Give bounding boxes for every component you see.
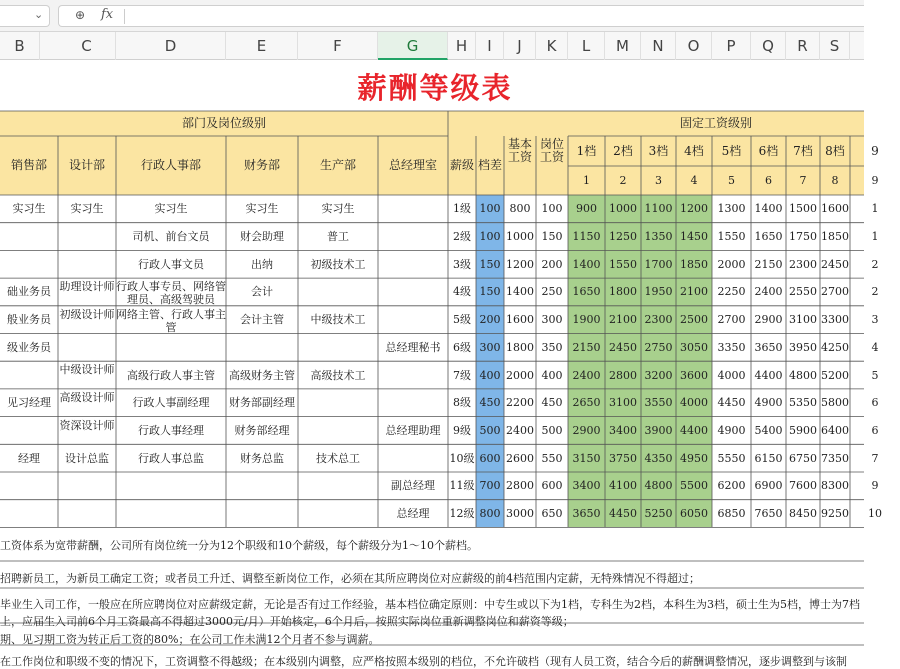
base-pay-cell: 2800 [506,479,534,493]
admin-cell: 高级行政人事主管 [127,368,215,382]
note-line: 上，应届生入司前6个月工资最高不得超过3000元/月）开始核定，6个月后，按照实际岗位重新调整岗位和薪资等级； [0,615,574,628]
band-value: 1850 [821,230,849,244]
sales-cell: 实习生 [12,202,46,216]
column-header-M[interactable]: M [605,32,641,60]
band-value: 3650 [754,340,783,354]
band-value: 5 [871,368,879,382]
finance-cell: 财务部经理 [234,423,290,437]
band-value: 10 [868,507,882,521]
finance-cell [226,472,298,500]
band-value: 1850 [680,257,708,271]
band-value: 6850 [717,507,746,521]
band-value: 3550 [644,396,673,410]
note-line: 毕业生入司工作，一般应在所应聘岗位对应薪级定薪，无论是否有过工作经验，基本档位确定原则：中专生或以下为1档，专科生为2档，本科生为3档，硕士生为5档，博士为7档 [0,598,860,611]
band-value: 2700 [821,285,849,299]
band-value: 2150 [572,340,601,354]
finance-cell: 财务总监 [240,451,284,465]
grade-header: 薪级 [449,158,474,172]
column-header-K[interactable]: K [536,32,568,60]
band-value: 3400 [609,423,637,437]
band-value: 6200 [717,479,746,493]
band-value: 8300 [821,479,849,493]
column-header-P[interactable]: P [712,32,751,60]
band-value: 4900 [754,396,783,410]
admin-cell: 网络主管、行政人事主管 [116,307,226,334]
band-value: 6050 [680,507,708,521]
band-value: 7350 [821,451,849,465]
grade-cell: 1级 [453,202,471,216]
production-cell [298,389,378,417]
column-header-S[interactable]: S [820,32,850,60]
band-value: 2900 [572,423,601,437]
band-value: 3750 [609,451,637,465]
column-header-O[interactable]: O [676,32,712,60]
base-pay-cell: 1200 [506,257,534,271]
band-value: 9 [871,479,879,493]
grade-cell: 11级 [449,479,475,493]
grade-cell: 9级 [453,423,471,437]
band-value: 1 [871,230,879,244]
post-pay-cell: 400 [541,368,563,382]
band-value: 3350 [717,340,746,354]
band-number: 2 [619,174,627,187]
design-cell [58,334,116,362]
band-value: 1150 [572,230,601,244]
band-number: 1 [583,174,590,187]
band-value: 2150 [754,257,783,271]
production-cell: 中级技术工 [310,313,366,327]
note-line: 期、见习期工资为转正后工资的80%；在公司工作未满12个月者不参与调薪。 [0,633,380,646]
band-value: 1250 [609,230,637,244]
band-number: 9 [871,174,879,187]
diff-cell: 600 [479,451,501,465]
band-value: 6 [871,423,879,437]
production-cell: 初级技术工 [310,257,366,271]
band-header: 3档 [648,143,669,158]
sales-cell [0,250,58,278]
production-cell [298,334,378,362]
band-value: 8450 [789,507,817,521]
note-line: 招聘新员工，为新员工确定工资；或者员工升迁、调整至新岗位工作，必须在其所应聘岗位对应薪级的前4档范围内定薪，无特殊情况不得超过； [0,572,700,585]
finance-cell: 财务部副经理 [229,396,295,410]
column-header-L[interactable]: L [568,32,605,60]
base-pay-cell: 1400 [506,285,534,299]
design-cell: 初级设计师 [59,307,115,321]
band-value: 4400 [680,423,708,437]
band-value: 4350 [644,451,673,465]
band-value: 1400 [754,202,783,216]
column-header-R[interactable]: R [786,32,820,60]
band-value: 2 [871,257,879,271]
admin-cell: 行政人事总监 [138,451,204,465]
grade-cell: 10级 [449,451,475,465]
base-pay-header: 基本工资 [507,137,532,164]
column-header-I[interactable]: I [476,32,504,60]
design-cell [58,500,116,528]
band-value: 4 [871,340,879,354]
sales-cell [0,417,58,445]
gm-office-cell [378,223,448,251]
gm-office-cell [378,250,448,278]
post-pay-cell: 200 [541,257,563,271]
finance-cell [226,334,298,362]
band-value: 1000 [609,202,637,216]
gm-office-cell: 总经理秘书 [385,340,441,354]
dept-header: 总经理室 [388,158,437,172]
finance-cell: 会计主管 [240,313,284,327]
base-pay-cell: 2200 [506,396,534,410]
diff-cell: 400 [479,368,501,382]
band-value: 1900 [572,313,601,327]
production-cell: 高级技术工 [310,368,366,382]
grade-cell: 5级 [453,313,471,327]
diff-cell: 150 [479,257,501,271]
band-value: 1550 [609,257,637,271]
finance-cell: 财会助理 [240,230,284,244]
sales-cell: 级业务员 [7,340,51,354]
band-value: 7600 [789,479,817,493]
band-value: 3600 [680,368,708,382]
post-pay-cell: 150 [541,230,563,244]
band-value: 5900 [789,423,817,437]
grade-cell: 12级 [449,507,475,521]
band-value: 2450 [609,340,637,354]
band-value: 3100 [789,313,817,327]
band-value: 5200 [821,368,849,382]
base-pay-cell: 2600 [506,451,534,465]
band-value: 6900 [754,479,783,493]
band-value: 2500 [680,313,708,327]
band-value: 3050 [680,340,708,354]
sales-cell [0,472,58,500]
design-cell [58,472,116,500]
post-pay-cell: 650 [541,507,563,521]
design-cell: 资深设计师 [59,418,115,432]
band-value: 5350 [789,396,817,410]
column-header-F[interactable]: F [298,32,378,60]
band-value: 1700 [644,257,673,271]
gm-office-cell [378,278,448,306]
column-header-C[interactable]: C [58,32,116,60]
band-value: 2000 [717,257,746,271]
band-value: 2650 [572,396,601,410]
post-pay-cell: 250 [541,285,563,299]
note-line: 工资体系为宽带薪酬，公司所有岗位统一分为12个职级和10个薪级，每个薪级分为1～10个薪档。 [0,539,478,552]
band-value: 3400 [572,479,601,493]
band-value: 1600 [821,202,849,216]
column-header-G[interactable]: G [378,32,448,60]
column-header-H[interactable]: H [448,32,476,60]
post-pay-cell: 350 [541,340,563,354]
gm-office-cell: 副总经理 [391,479,435,493]
band-header: 9 [871,143,879,158]
band-value: 3650 [572,507,601,521]
band-value: 4250 [821,340,849,354]
band-value: 1450 [680,230,708,244]
band-value: 4900 [717,423,746,437]
dept-header: 行政人事部 [140,158,201,172]
gm-office-cell: 总经理 [396,507,430,521]
band-value: 5800 [821,396,849,410]
diff-cell: 200 [479,313,501,327]
gm-office-cell [378,389,448,417]
finance-cell: 出纳 [251,257,273,271]
band-value: 2100 [680,285,708,299]
design-cell [58,223,116,251]
band-value: 1400 [572,257,601,271]
band-value: 7 [871,451,879,465]
column-header-J[interactable]: J [504,32,536,60]
design-cell: 设计总监 [65,451,109,465]
post-pay-cell: 600 [541,479,563,493]
band-header: 8档 [825,143,845,158]
design-cell: 助理设计师 [59,280,115,294]
band-value: 2700 [717,313,746,327]
admin-cell: 行政人事文员 [138,257,204,271]
band-value: 900 [576,202,597,216]
post-pay-cell: 100 [541,202,563,216]
band-value: 1500 [789,202,817,216]
band-value: 1300 [717,202,746,216]
diff-cell: 100 [479,230,501,244]
dept-group-header: 部门及岗位级别 [181,116,266,130]
band-value: 3150 [572,451,601,465]
band-value: 7650 [754,507,783,521]
band-value: 5250 [644,507,673,521]
admin-cell [116,334,226,362]
band-value: 2300 [644,313,673,327]
diff-cell: 500 [479,423,501,437]
band-value: 1350 [644,230,673,244]
production-cell [298,278,378,306]
band-header: 7档 [793,143,813,158]
design-cell: 实习生 [70,202,104,216]
dept-header: 设计部 [68,158,105,172]
design-cell: 中级设计师 [59,363,115,377]
band-value: 5550 [717,451,746,465]
dept-header: 生产部 [319,158,356,172]
band-value: 9250 [821,507,849,521]
diff-cell: 300 [479,340,501,354]
band-value: 2900 [754,313,783,327]
column-header-N[interactable]: N [641,32,676,60]
finance-cell: 实习生 [245,202,279,216]
band-value: 3100 [609,396,637,410]
column-header-E[interactable]: E [226,32,298,60]
band-value: 2400 [754,285,783,299]
band-number: 7 [799,174,807,187]
production-cell [298,417,378,445]
dept-header: 财务部 [243,158,280,172]
diff-header: 档差 [477,158,502,172]
band-number: 4 [690,174,698,187]
base-pay-cell: 800 [509,202,531,216]
band-value: 4800 [789,368,817,382]
band-value: 4450 [609,507,637,521]
note-line: 在工作岗位和职级不变的情况下，工资调整不得越级；在本级别内调整，应严格按照本级别的档位，不允许破档（现有人员工资，结合今后的薪酬调整情况，逐步调整到与该制 [0,655,847,668]
column-header-Q[interactable]: Q [751,32,786,60]
band-value: 2400 [572,368,601,382]
band-number: 8 [831,174,839,187]
base-pay-cell: 1600 [506,313,534,327]
band-value: 6750 [789,451,817,465]
band-value: 2100 [609,313,637,327]
band-header: 2档 [613,143,633,158]
band-value: 2 [871,285,879,299]
band-value: 5500 [680,479,708,493]
production-cell: 技术总工 [316,451,360,465]
gm-office-cell [378,361,448,389]
band-value: 6 [871,396,879,410]
gm-office-cell [378,195,448,223]
design-cell: 高级设计师 [59,390,115,404]
band-value: 2250 [717,285,746,299]
band-number: 6 [765,174,772,187]
diff-cell: 700 [479,479,501,493]
zoom-icon[interactable]: ⊕ [75,8,86,22]
band-value: 5400 [754,423,783,437]
band-value: 4450 [717,396,746,410]
finance-cell [226,500,298,528]
band-value: 3300 [821,313,849,327]
band-value: 4000 [717,368,746,382]
pay-group-header: 固定工资级别 [679,116,752,130]
band-value: 3900 [644,423,673,437]
admin-cell: 行政人事专员、网络管理员、高级驾驶员 [116,280,226,307]
diff-cell: 100 [479,202,501,216]
admin-cell: 实习生 [154,202,188,216]
admin-cell: 行政人事副经理 [132,396,210,410]
chevron-down-icon[interactable]: ⌄ [34,8,44,21]
band-header: 4档 [684,143,704,158]
band-number: 3 [655,174,662,187]
production-cell: 实习生 [321,202,355,216]
band-value: 2800 [609,368,637,382]
band-header: 6档 [758,143,779,158]
dept-header: 销售部 [10,158,47,172]
base-pay-cell: 1000 [506,230,534,244]
gm-office-cell [378,444,448,472]
sales-cell: 础业务员 [7,285,51,299]
band-value: 6150 [754,451,783,465]
admin-cell: 行政人事经理 [138,423,204,437]
admin-cell [116,472,226,500]
band-value: 4100 [609,479,637,493]
band-number: 5 [728,174,735,187]
diff-cell: 150 [479,285,501,299]
band-value: 1650 [572,285,601,299]
post-pay-cell: 550 [541,451,563,465]
diff-cell: 800 [479,507,501,521]
fx-icon[interactable]: fx [101,7,114,22]
band-header: 5档 [721,143,742,158]
post-pay-cell: 450 [541,396,563,410]
grade-cell: 2级 [453,230,471,244]
band-value: 1800 [609,285,637,299]
base-pay-cell: 1800 [506,340,534,354]
band-value: 1200 [680,202,708,216]
post-pay-cell: 300 [541,313,563,327]
grade-cell: 7级 [453,368,471,382]
production-cell [298,472,378,500]
column-header-D[interactable]: D [116,32,226,60]
grade-cell: 4级 [453,285,471,299]
band-value: 1 [871,202,879,216]
band-header: 1档 [576,143,597,158]
sales-cell: 般业务员 [7,313,51,327]
diff-cell: 450 [479,396,501,410]
band-value: 2550 [789,285,817,299]
band-value: 4800 [644,479,673,493]
band-value: 2450 [821,257,849,271]
band-value: 4400 [754,368,783,382]
base-pay-cell: 3000 [506,507,534,521]
grade-cell: 8级 [453,396,471,410]
admin-cell [116,500,226,528]
sales-cell: 见习经理 [7,396,51,410]
column-header-B[interactable]: B [0,32,40,60]
sales-cell [0,223,58,251]
base-pay-cell: 2400 [506,423,534,437]
sales-cell [0,500,58,528]
base-pay-cell: 2000 [506,368,534,382]
production-cell: 普工 [327,230,349,244]
band-value: 3950 [789,340,817,354]
gm-office-cell: 总经理助理 [385,423,441,437]
design-cell [58,250,116,278]
sales-cell [0,361,58,389]
finance-cell: 高级财务主管 [229,368,295,382]
band-value: 1100 [644,202,673,216]
band-value: 1650 [754,230,783,244]
band-value: 1750 [789,230,817,244]
band-value: 4000 [680,396,708,410]
band-value: 1950 [644,285,673,299]
band-value: 2750 [644,340,673,354]
admin-cell: 司机、前台文员 [132,230,210,244]
band-value: 4950 [680,451,708,465]
finance-cell: 会计 [251,285,273,299]
gm-office-cell [378,306,448,334]
band-value: 3200 [644,368,673,382]
grade-cell: 3级 [453,257,471,271]
post-pay-header: 岗位工资 [539,137,564,164]
production-cell [298,500,378,528]
sales-cell: 经理 [18,451,40,465]
band-value: 2300 [789,257,817,271]
band-value: 6400 [821,423,849,437]
sheet-title: 薪酬等级表 [357,71,513,105]
band-value: 1550 [717,230,746,244]
post-pay-cell: 500 [541,423,563,437]
grade-cell: 6级 [453,340,471,354]
band-value: 3 [871,313,879,327]
